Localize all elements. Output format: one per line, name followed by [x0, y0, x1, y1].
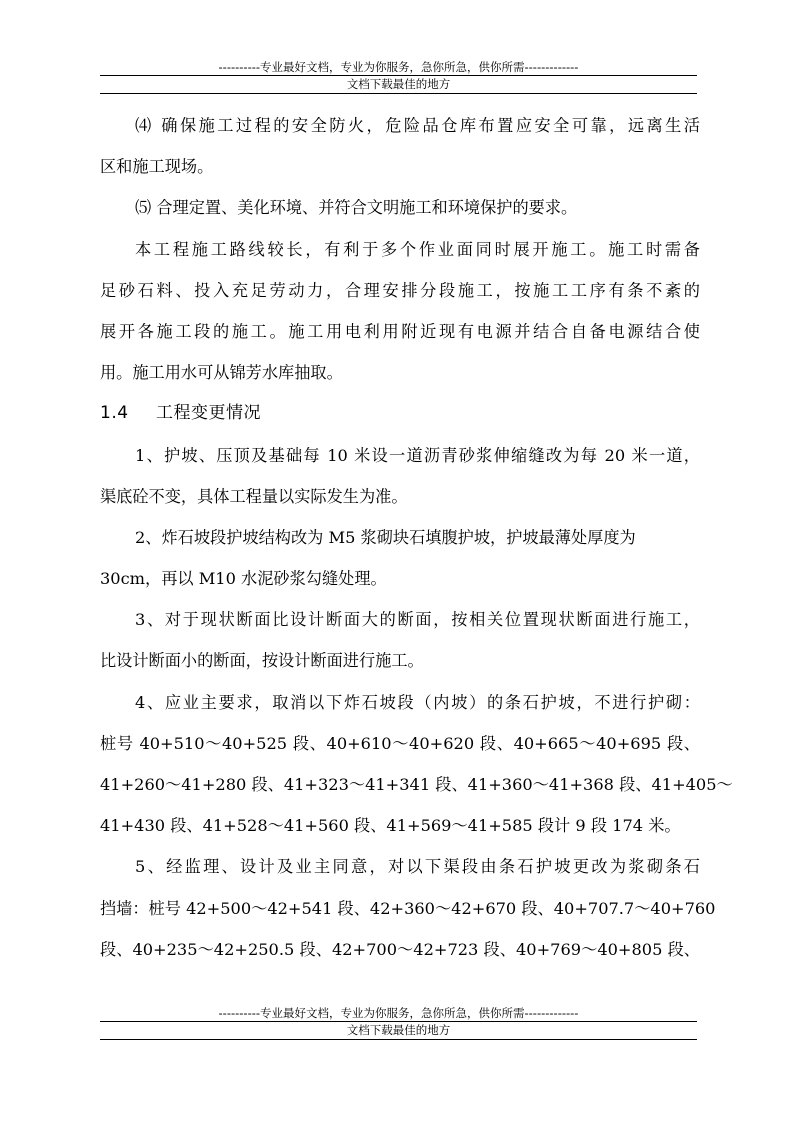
paragraph-line: 区和施工现场。 — [100, 157, 214, 177]
paragraph-line: ⑷ 确保施工过程的安全防火，危险品仓库布置应安全可靠，远离生活 — [135, 116, 700, 135]
paragraph-line: 41+260～41+280 段、41+323～41+341 段、41+360～41+368 段、41+405～ — [100, 775, 733, 794]
header-slogan: ----------专业最好文档，专业为你服务，急你所急，供你所需------------- — [218, 60, 579, 74]
paragraph-line: 足砂石料、投入充足劳动力，合理安排分段施工，按施工工序有条不紊的 — [100, 280, 700, 300]
document-body — [100, 105, 733, 970]
header-divider — [100, 75, 697, 76]
section-heading — [100, 393, 700, 434]
header-site: 文档下载最佳的地方 — [346, 77, 451, 91]
paragraph-line: 桩号 40+510～40+525 段、40+610～40+620 段、40+665～40+695 段、 — [100, 733, 700, 753]
paragraph-line: 段、40+235～42+250.5 段、42+700～42+723 段、40+769～40+805 段、 — [100, 939, 700, 959]
section-number: 1.4 — [100, 403, 129, 424]
footer-slogan: ----------专业最好文档，专业为你服务，急你所急，供你所需------------- — [218, 1006, 579, 1020]
paragraph-line: 比设计断面小的断面，按设计断面进行施工。 — [100, 651, 424, 671]
footer-site: 文档下载最佳的地方 — [346, 1023, 451, 1037]
paragraph-line: 渠底砼不变，具体工程量以实际发生为准。 — [100, 486, 408, 506]
paragraph-line: ⑸ 合理定置、美化环境、并符合文明施工和环境保护的要求。 — [135, 198, 578, 218]
paragraph-line: 41+430 段、41+528～41+560 段、41+569～41+585 段计 9 段 174 米。 — [100, 816, 681, 836]
paragraph-line: 3、对于现状断面比设计断面大的断面，按相关位置现状断面进行施工， — [135, 610, 700, 630]
footer-divider — [100, 1021, 697, 1022]
header-divider-bottom — [100, 93, 697, 94]
section-title: 工程变更情况 — [156, 403, 261, 424]
paragraph-line: 用。施工用水可从锦芳水库抽取。 — [100, 363, 343, 383]
paragraph-line: 展开各施工段的施工。施工用电利用附近现有电源并结合自备电源结合使 — [100, 321, 700, 341]
paragraph-line: 挡墙：桩号 42+500～42+541 段、42+360～42+670 段、40+707.7～40+760 — [100, 898, 716, 918]
paragraph-line: 本工程施工路线较长，有利于多个作业面同时展开施工。施工时需备 — [135, 239, 700, 259]
paragraph-line: 1、护坡、压顶及基础每 10 米设一道沥青砂浆伸缩缝改为每 20 米一道， — [135, 445, 700, 465]
footer-divider-bottom — [100, 1039, 697, 1040]
paragraph-line: 2、炸石坡段护坡结构改为 M5 浆砌块石填腹护坡，护坡最薄处厚度为 — [135, 527, 636, 547]
paragraph-line: 4、应业主要求，取消以下炸石坡段（内坡）的条石护坡，不进行护砌： — [135, 692, 700, 712]
paragraph-line: 5、经监理、设计及业主同意，对以下渠段由条石护坡更改为浆砌条石 — [135, 857, 700, 877]
paragraph-line: 30cm，再以 M10 水泥砂浆勾缝处理。 — [100, 569, 387, 589]
